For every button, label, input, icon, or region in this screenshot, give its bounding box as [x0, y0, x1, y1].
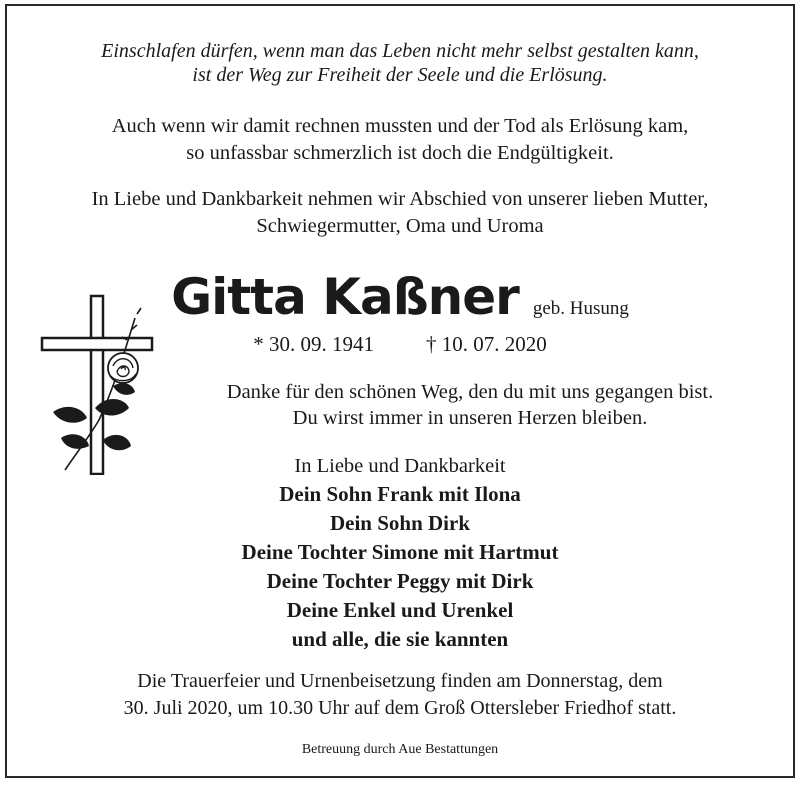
motto: [7, 39, 793, 87]
intro-text: [7, 113, 793, 167]
signatures-intro: In Liebe und Dankbarkeit: [294, 455, 506, 477]
motto-line-2: ist der Weg zur Freiheit der Seele und die Erlösung.: [192, 64, 608, 86]
signature-line: Deine Tochter Simone mit Hartmut: [241, 540, 559, 564]
farewell-line-2: Schwiegermutter, Oma und Uroma: [256, 215, 544, 237]
intro-line-1: Auch wenn wir damit rechnen mussten und der Tod als Erlösung kam,: [111, 115, 689, 137]
farewell-line-1: In Liebe und Dankbarkeit nehmen wir Abschied von unserer lieben Mutter,: [91, 188, 709, 210]
service-info: [7, 668, 793, 722]
birth-date: * 30. 09. 1941: [253, 332, 374, 356]
service-line-2: 30. Juli 2020, um 10.30 Uhr auf dem Groß Ottersleber Friedhof statt.: [123, 697, 677, 719]
deceased-name: Gitta Kaßner: [171, 268, 519, 326]
death-date: † 10. 07. 2020: [426, 332, 547, 356]
thanks-line-1: Danke für den schönen Weg, den du mit uns gegangen bist.: [226, 381, 714, 403]
signature-line: Dein Sohn Frank mit Ilona: [279, 482, 521, 506]
thanks-line-2: Du wirst immer in unseren Herzen bleiben.: [292, 407, 648, 429]
signatures-list: [7, 480, 793, 654]
undertaker-credit: Betreuung durch Aue Bestattungen: [301, 742, 499, 757]
birth-name: geb. Husung: [532, 298, 629, 319]
motto-line-1: Einschlafen dürfen, wenn man das Leben nicht mehr selbst gestalten kann,: [101, 40, 699, 62]
signature-line: Deine Tochter Peggy mit Dirk: [266, 569, 534, 593]
intro-line-2: so unfassbar schmerzlich ist doch die Endgültigkeit.: [186, 142, 614, 164]
farewell-text: [7, 186, 793, 240]
service-line-1: Die Trauerfeier und Urnenbeisetzung finden am Donnerstag, dem: [137, 670, 663, 692]
signature-line: Deine Enkel und Urenkel: [286, 598, 514, 622]
obituary-card: [5, 4, 795, 778]
thanks-text: [77, 379, 800, 431]
signature-line: und alle, die sie kannten: [291, 627, 509, 651]
signature-line: Dein Sohn Dirk: [329, 511, 471, 535]
